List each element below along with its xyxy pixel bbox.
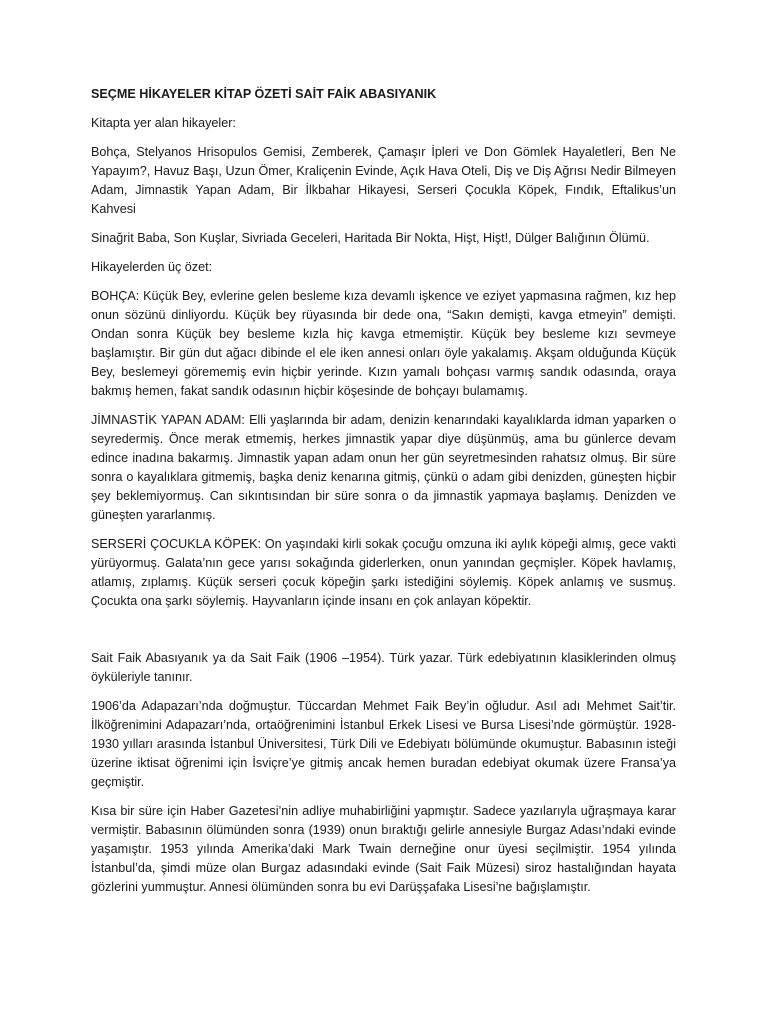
paragraph-story-list: Bohça, Stelyanos Hrisopulos Gemisi, Zemberek, Çamaşır İpleri ve Don Gömlek Hayaletleri, Ben Ne Yapayım?, Havuz Başı, Uzun Ömer, Kraliçenin Evinde, Açık Hava Oteli, Diş ve Diş Ağrısı Nedir Bilmeyen Adam, Jimnastik Yapan Adam, Bir İlkbahar Hikayesi, Serseri Çocukla Köpek, Fındık, Eftalikus’un Kahvesi bbox=[91, 145, 676, 216]
section-spacer bbox=[91, 621, 676, 649]
paragraph-story-list-continued: Sinağrit Baba, Son Kuşlar, Sivriada Geceleri, Haritada Bir Nokta, Hişt, Hişt!, Dülger Balığının Ölümü. bbox=[91, 231, 650, 245]
paragraph-bohca-summary: BOHÇA: Küçük Bey, evlerine gelen besleme kıza devamlı işkence ve eziyet yapmasına rağmen, kız hep onun sözünü dinliyordu. Küçük bey rüyasında bir dede ona, “Sakın demişti, kavga etmeyin” demişti. Ondan sonra Küçük bey besleme kızla hiç kavga etmemiştir. Küçük bey besleme kızı sevmeye başlamıştır. Bir gün dut ağacı dibinde el ele iken annesi onları öyle yakalamış. Akşam olduğunda Küçük Bey, beslemeyi görememiş evin hiçbir yerinde. Kızın yamalı bohçası varmış sandık odasında, oraya bakmış hemen, fakat sandık odasının hiçbir köşesinde de bohçayı bulamamış. bbox=[91, 289, 676, 398]
paragraph-bio-career: Kısa bir süre için Haber Gazetesi’nin adliye muhabirliğini yapmıştır. Sadece yazılarıyla uğraşmaya karar vermiştir. Babasının ölümünden sonra (1939) onun bıraktığı gelirle annesiyle Burgaz Adası’ndaki evinde yaşamıştır. 1953 yılında Amerika’daki Mark Twain derneğine onur üyesi seçilmiştir. 1954 yılında İstanbul’da, şimdi müze olan Burgaz adasındaki evinde (Sait Faik Müzesi) siroz hastalığından hayata gözlerini yummuştur. Annesi ölümünden sonra bu evi Darüşşafaka Lisesi’ne bağışlamıştır. bbox=[91, 804, 676, 894]
paragraph-intro: Kitapta yer alan hikayeler: bbox=[91, 116, 236, 130]
document-page bbox=[91, 85, 676, 907]
paragraph-bio-intro: Sait Faik Abasıyanık ya da Sait Faik (1906 –1954). Türk yazar. Türk edebiyatının klasiklerinden olmuş öyküleriyle tanınır. bbox=[91, 651, 676, 684]
paragraph-summaries-heading: Hikayelerden üç özet: bbox=[91, 260, 213, 274]
paragraph-serseri-summary: SERSERİ ÇOCUKLA KÖPEK: On yaşındaki kirli sokak çocuğu omzuna iki aylık köpeği almış, gece vakti yürüyormuş. Galata’nın gece yarısı sokağında giderlerken, onun yanından geçmişler. Köpek havlamış, atlamış, zıplamış. Küçük serseri çocuk köpeğin şarkı istediğini söylemiş. Köpek anlamış ve susmuş. Çocukta ona şarkı söylemiş. Hayvanların içinde insanı en çok anlayan köpektir. bbox=[91, 537, 676, 608]
paragraph-jimnastik-summary: JİMNASTİK YAPAN ADAM: Elli yaşlarında bir adam, denizin kenarındaki kayalıklarda idman yaparken o seyredermiş. Önce merak etmemiş, herkes jimnastik yapar diye düşünmüş, ama bu günlerce devam edince inadına bakarmış. Jimnastik yapan adam onun her gün seyretmesinden rahatsız olmuş. Bir süre sonra o kayalıklara gitmemiş, başka deniz kenarına gitmiş, çünkü o adam gibi denizden, güneşten hiçbir şey beklemiyormuş. Can sıkıntısından bir süre sonra o da jimnastik yapmaya başlamış. Denizden ve güneşten yararlanmış. bbox=[91, 413, 676, 522]
paragraph-bio-early-life: 1906’da Adapazarı’nda doğmuştur. Tüccardan Mehmet Faik Bey’in oğludur. Asıl adı Mehmet Sait’tir. İlköğrenimini Adapazarı’nda, ortaöğrenimini İstanbul Erkek Lisesi ve Bursa Lisesi’nde görmüştür. 1928-1930 yılları arasında İstanbul Üniversitesi, Türk Dili ve Edebiyatı bölümünde okumuştur. Babasının isteği üzerine iktisat öğrenimi için İsviçre’ye gitmiş ancak hemen buradan edebiyat okumak üzere Fransa’ya geçmiştir. bbox=[91, 699, 676, 789]
document-title: SEÇME HİKAYELER KİTAP ÖZETİ SAİT FAİK ABASIYANIK bbox=[91, 87, 437, 101]
